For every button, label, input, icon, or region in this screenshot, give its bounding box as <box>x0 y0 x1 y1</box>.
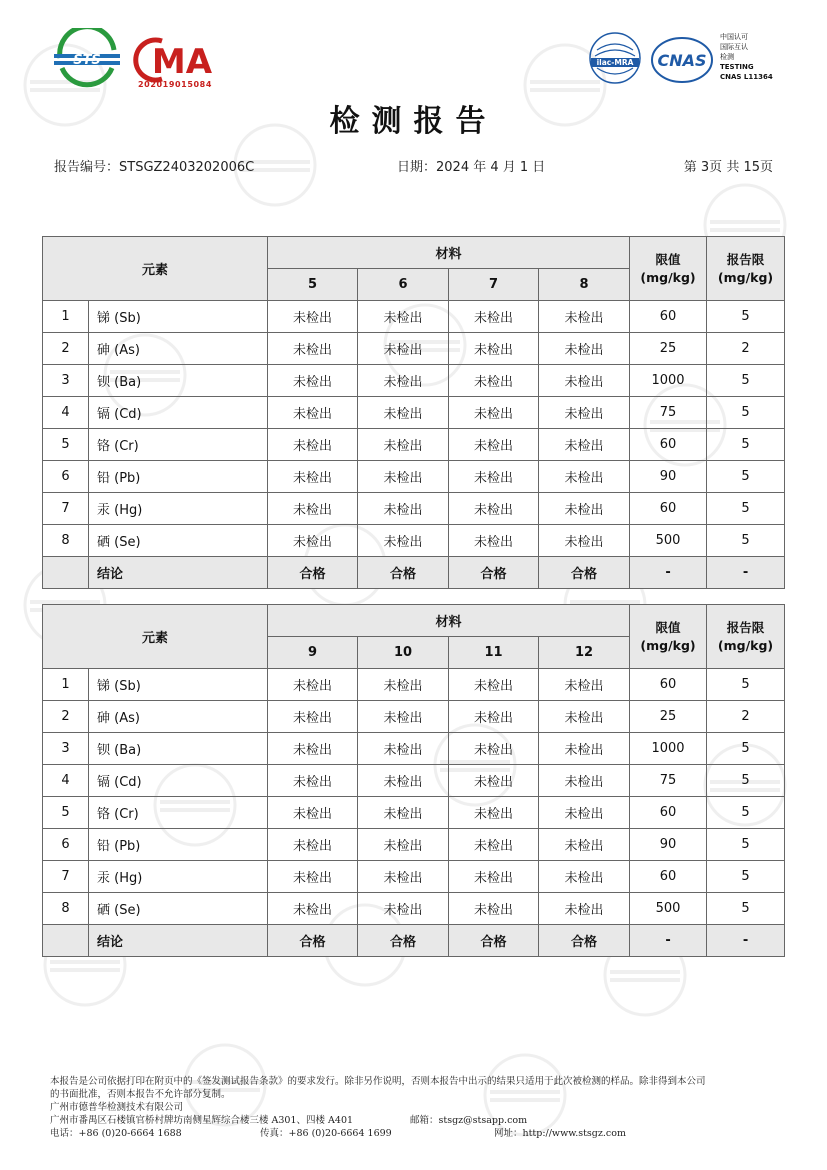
result-cell: 未检出 <box>358 765 449 797</box>
result-cell: 未检出 <box>268 861 358 893</box>
table-row <box>43 365 785 397</box>
row-number: 5 <box>43 429 89 461</box>
result-cell: 未检出 <box>539 397 630 429</box>
result-cell: 未检出 <box>449 461 539 493</box>
table-header-row <box>43 237 785 269</box>
table-row <box>43 493 785 525</box>
result-cell: 未检出 <box>268 301 358 333</box>
result-cell: 未检出 <box>358 829 449 861</box>
conclusion-row <box>43 557 785 589</box>
row-number: 4 <box>43 397 89 429</box>
svg-text:CNAS: CNAS <box>657 51 707 70</box>
row-number: 8 <box>43 893 89 925</box>
result-cell: 未检出 <box>449 525 539 557</box>
ilac-mra-logo-icon <box>587 30 643 86</box>
limit-cell: 60 <box>630 493 707 525</box>
row-number: 7 <box>43 493 89 525</box>
limit-cell: 60 <box>630 669 707 701</box>
result-cell: 未检出 <box>268 797 358 829</box>
header-limit-unit: (mg/kg) <box>640 637 696 653</box>
header-limit-unit: (mg/kg) <box>640 269 696 285</box>
svg-text:ilac-MRA: ilac-MRA <box>596 58 634 67</box>
conclusion-cell: 合格 <box>449 925 539 957</box>
result-cell: 未检出 <box>539 461 630 493</box>
result-cell: 未检出 <box>539 765 630 797</box>
table-row <box>43 829 785 861</box>
result-cell: 未检出 <box>268 429 358 461</box>
result-cell: 未检出 <box>539 829 630 861</box>
result-cell: 未检出 <box>268 493 358 525</box>
row-number: 8 <box>43 525 89 557</box>
element-name: 锑 (Sb) <box>89 301 268 333</box>
footer-phone: 电话：+86 (0)20-6664 1688 <box>50 1128 182 1139</box>
element-name: 镉 (Cd) <box>89 397 268 429</box>
row-number: 2 <box>43 333 89 365</box>
result-cell: 未检出 <box>449 797 539 829</box>
table-header-row <box>43 605 785 637</box>
conclusion-cell: 合格 <box>268 925 358 957</box>
header-report-limit <box>707 605 785 669</box>
header-element: 元素 <box>43 237 268 301</box>
row-number: 1 <box>43 669 89 701</box>
result-cell: 未检出 <box>268 397 358 429</box>
result-cell: 未检出 <box>268 829 358 861</box>
conclusion-label: 结论 <box>89 925 268 957</box>
result-cell: 未检出 <box>449 893 539 925</box>
result-cell: 未检出 <box>449 765 539 797</box>
conclusion-limit: - <box>630 925 707 957</box>
result-cell: 未检出 <box>268 461 358 493</box>
result-cell: 未检出 <box>449 669 539 701</box>
conclusion-cell: 合格 <box>449 557 539 589</box>
table-row <box>43 733 785 765</box>
report-limit-cell: 5 <box>707 365 785 397</box>
limit-cell: 1000 <box>630 733 707 765</box>
result-cell: 未检出 <box>449 733 539 765</box>
element-name: 铬 (Cr) <box>89 429 268 461</box>
result-cell: 未检出 <box>358 893 449 925</box>
footer-website: 网址：http://www.stsgz.com <box>494 1128 626 1139</box>
cnas-line: 中国认可 <box>720 33 748 41</box>
element-name: 钡 (Ba) <box>89 733 268 765</box>
result-cell: 未检出 <box>539 493 630 525</box>
report-title: 检测报告 <box>329 104 498 139</box>
table-row <box>43 893 785 925</box>
element-name: 砷 (As) <box>89 701 268 733</box>
result-cell: 未检出 <box>268 765 358 797</box>
footer-contact-row <box>50 1127 780 1140</box>
report-limit-cell: 5 <box>707 429 785 461</box>
header-report-limit-unit: (mg/kg) <box>717 269 774 285</box>
header-report-limit-label: 报告限 <box>726 251 765 267</box>
result-cell: 未检出 <box>539 797 630 829</box>
result-cell: 未检出 <box>268 701 358 733</box>
header-report-limit <box>707 237 785 301</box>
row-number: 3 <box>43 365 89 397</box>
limit-cell: 90 <box>630 461 707 493</box>
result-cell: 未检出 <box>539 333 630 365</box>
table-row <box>43 669 785 701</box>
result-cell: 未检出 <box>358 461 449 493</box>
result-cell: 未检出 <box>268 893 358 925</box>
report-limit-cell: 5 <box>707 461 785 493</box>
result-cell: 未检出 <box>358 493 449 525</box>
cnas-line: CNAS L11364 <box>720 73 773 81</box>
material-number: 11 <box>449 637 539 669</box>
material-number: 7 <box>449 269 539 301</box>
row-number: 3 <box>43 733 89 765</box>
row-number: 6 <box>43 829 89 861</box>
conclusion-cell: 合格 <box>358 557 449 589</box>
limit-cell: 60 <box>630 861 707 893</box>
material-number: 12 <box>539 637 630 669</box>
limit-cell: 60 <box>630 429 707 461</box>
header-limit-label: 限值 <box>655 619 681 635</box>
header-report-limit-label: 报告限 <box>726 619 765 635</box>
result-cell: 未检出 <box>358 429 449 461</box>
element-name: 铅 (Pb) <box>89 829 268 861</box>
result-cell: 未检出 <box>539 701 630 733</box>
result-cell: 未检出 <box>358 797 449 829</box>
table-row <box>43 765 785 797</box>
result-cell: 未检出 <box>449 333 539 365</box>
conclusion-cell: 合格 <box>539 557 630 589</box>
report-limit-cell: 2 <box>707 701 785 733</box>
result-cell: 未检出 <box>539 429 630 461</box>
cnas-line: 国际互认 <box>720 43 748 51</box>
element-name: 砷 (As) <box>89 333 268 365</box>
header-report-limit-unit: (mg/kg) <box>717 637 774 653</box>
result-cell: 未检出 <box>449 493 539 525</box>
header-logos <box>0 0 827 95</box>
row-number: 2 <box>43 701 89 733</box>
report-limit-cell: 5 <box>707 733 785 765</box>
limit-cell: 25 <box>630 701 707 733</box>
conclusion-limit: - <box>630 557 707 589</box>
limit-cell: 60 <box>630 797 707 829</box>
cnas-logo-icon <box>650 34 714 86</box>
result-cell: 未检出 <box>539 669 630 701</box>
result-cell: 未检出 <box>449 397 539 429</box>
report-limit-cell: 5 <box>707 893 785 925</box>
conclusion-blank <box>43 557 89 589</box>
result-cell: 未检出 <box>268 525 358 557</box>
limit-cell: 25 <box>630 333 707 365</box>
result-cell: 未检出 <box>268 669 358 701</box>
result-cell: 未检出 <box>358 365 449 397</box>
header-material: 材料 <box>268 237 630 269</box>
row-number: 1 <box>43 301 89 333</box>
table-row <box>43 861 785 893</box>
result-cell: 未检出 <box>358 333 449 365</box>
table-row <box>43 397 785 429</box>
cnas-line: TESTING <box>720 63 754 71</box>
element-name: 铬 (Cr) <box>89 797 268 829</box>
header-limit <box>630 605 707 669</box>
results-table-2 <box>42 604 785 957</box>
table-row <box>43 333 785 365</box>
conclusion-label: 结论 <box>89 557 268 589</box>
row-number: 4 <box>43 765 89 797</box>
page-indicator: 第 3页 共 15页 <box>683 160 773 175</box>
table-row <box>43 797 785 829</box>
row-number: 5 <box>43 797 89 829</box>
report-date: 日期：2024 年 4 月 1 日 <box>397 160 546 175</box>
report-limit-cell: 2 <box>707 333 785 365</box>
conclusion-row <box>43 925 785 957</box>
footer-email: 邮箱：stsgz@stsapp.com <box>410 1115 528 1126</box>
element-name: 锑 (Sb) <box>89 669 268 701</box>
report-limit-cell: 5 <box>707 301 785 333</box>
report-limit-cell: 5 <box>707 829 785 861</box>
material-number: 10 <box>358 637 449 669</box>
report-limit-cell: 5 <box>707 861 785 893</box>
limit-cell: 500 <box>630 525 707 557</box>
footer-company: 广州市德普华检测技术有限公司 <box>50 1102 184 1113</box>
result-cell: 未检出 <box>539 365 630 397</box>
table-row <box>43 461 785 493</box>
cnas-accreditation-text <box>720 32 773 82</box>
report-limit-cell: 5 <box>707 525 785 557</box>
element-name: 汞 (Hg) <box>89 493 268 525</box>
report-limit-cell: 5 <box>707 765 785 797</box>
header-limit <box>630 237 707 301</box>
limit-cell: 75 <box>630 765 707 797</box>
cnas-line: 检测 <box>720 53 734 61</box>
material-number: 9 <box>268 637 358 669</box>
footer-disclaimer-line-2: 的书面批准，否则本报告不允许部分复制。 <box>50 1089 231 1100</box>
result-cell: 未检出 <box>358 301 449 333</box>
result-cell: 未检出 <box>268 733 358 765</box>
row-number: 6 <box>43 461 89 493</box>
result-cell: 未检出 <box>539 525 630 557</box>
result-cell: 未检出 <box>449 429 539 461</box>
limit-cell: 60 <box>630 301 707 333</box>
svg-text:MA: MA <box>151 42 213 82</box>
table-row <box>43 525 785 557</box>
result-cell: 未检出 <box>268 333 358 365</box>
header-limit-label: 限值 <box>655 251 681 267</box>
result-cell: 未检出 <box>539 861 630 893</box>
result-cell: 未检出 <box>449 829 539 861</box>
limit-cell: 500 <box>630 893 707 925</box>
result-cell: 未检出 <box>358 733 449 765</box>
report-limit-cell: 5 <box>707 797 785 829</box>
row-number: 7 <box>43 861 89 893</box>
element-name: 硒 (Se) <box>89 893 268 925</box>
element-name: 铅 (Pb) <box>89 461 268 493</box>
element-name: 镉 (Cd) <box>89 765 268 797</box>
result-cell: 未检出 <box>358 525 449 557</box>
report-limit-cell: 5 <box>707 493 785 525</box>
header-material: 材料 <box>268 605 630 637</box>
material-number: 5 <box>268 269 358 301</box>
element-name: 硒 (Se) <box>89 525 268 557</box>
header-element: 元素 <box>43 605 268 669</box>
material-number: 6 <box>358 269 449 301</box>
conclusion-report-limit: - <box>707 925 785 957</box>
conclusion-cell: 合格 <box>358 925 449 957</box>
footer-disclaimer-line-1: 本报告是公司依据打印在附页中的《签发测试报告条款》的要求发行。除非另作说明，否则本报告中出示的结果只适用于此次被检测的样品。除非得到本公司 <box>50 1076 706 1087</box>
material-number: 8 <box>539 269 630 301</box>
result-cell: 未检出 <box>358 861 449 893</box>
conclusion-report-limit: - <box>707 557 785 589</box>
cma-cert-number: 202019015084 <box>138 80 212 89</box>
result-cell: 未检出 <box>539 301 630 333</box>
table-row <box>43 429 785 461</box>
report-limit-cell: 5 <box>707 669 785 701</box>
svg-text:STS: STS <box>73 53 101 68</box>
result-cell: 未检出 <box>358 669 449 701</box>
results-table-1 <box>42 236 785 589</box>
result-cell: 未检出 <box>449 701 539 733</box>
table-row <box>43 701 785 733</box>
footer-address-row <box>50 1114 780 1127</box>
footer <box>50 1075 780 1140</box>
limit-cell: 1000 <box>630 365 707 397</box>
result-cell: 未检出 <box>539 733 630 765</box>
element-name: 钡 (Ba) <box>89 365 268 397</box>
report-number: 报告编号：STSGZ2403202006C <box>54 160 255 175</box>
result-cell: 未检出 <box>539 893 630 925</box>
limit-cell: 75 <box>630 397 707 429</box>
footer-address: 广州市番禺区石楼镇官桥村牌坊南侧星辉综合楼三楼 A301、四楼 A401 <box>50 1115 354 1126</box>
limit-cell: 90 <box>630 829 707 861</box>
result-cell: 未检出 <box>449 301 539 333</box>
result-cell: 未检出 <box>449 861 539 893</box>
table-row <box>43 301 785 333</box>
result-cell: 未检出 <box>358 701 449 733</box>
result-cell: 未检出 <box>449 365 539 397</box>
conclusion-blank <box>43 925 89 957</box>
conclusion-cell: 合格 <box>539 925 630 957</box>
conclusion-cell: 合格 <box>268 557 358 589</box>
result-cell: 未检出 <box>358 397 449 429</box>
footer-fax: 传真：+86 (0)20-6664 1699 <box>260 1128 392 1139</box>
result-cell: 未检出 <box>268 365 358 397</box>
sts-logo-icon <box>52 28 122 88</box>
report-limit-cell: 5 <box>707 397 785 429</box>
element-name: 汞 (Hg) <box>89 861 268 893</box>
